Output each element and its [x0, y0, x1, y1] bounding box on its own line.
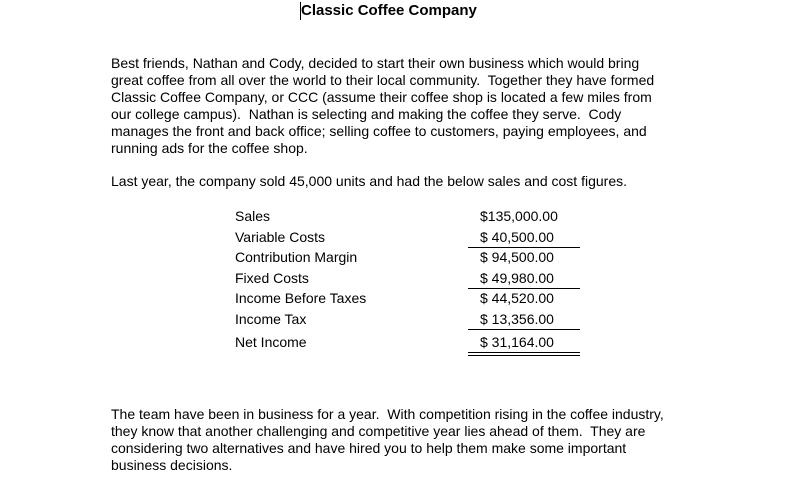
row-value: $ 94,500.00 — [480, 249, 554, 265]
row-variable-costs — [235, 229, 580, 250]
closing-line: The team have been in business for a year. With competition rising in the coffee industry, — [111, 406, 664, 422]
intro-line: Best friends, Nathan and Cody, decided to start their own business which would bring — [111, 55, 640, 71]
double-underline — [468, 352, 580, 356]
row-label: Net Income — [235, 334, 307, 350]
row-value: $135,000.00 — [480, 208, 558, 224]
single-underline — [468, 247, 580, 248]
row-value: $ 44,520.00 — [480, 290, 554, 306]
row-label: Income Before Taxes — [235, 290, 367, 306]
row-value: $ 13,356.00 — [480, 310, 554, 327]
intro-line: our college campus). Nathan is selecting and making the coffee they serve. Cody — [111, 106, 622, 122]
row-label: Income Tax — [235, 310, 307, 327]
closing-paragraph — [111, 406, 711, 474]
row-value: $ 31,164.00 — [480, 334, 554, 350]
intro-line: running ads for the coffee shop. — [111, 140, 308, 156]
closing-line: they know that another challenging and competitive year lies ahead of them. They are — [111, 423, 646, 439]
row-label: Sales — [235, 208, 271, 224]
intro-paragraph — [111, 55, 711, 157]
row-fixed-costs — [235, 270, 580, 291]
intro-line: manages the front and back office; selling coffee to customers, paying employees, and — [111, 123, 647, 139]
sales-paragraph — [111, 173, 711, 190]
row-value: $ 49,980.00 — [480, 269, 554, 286]
row-value: $ 40,500.00 — [480, 228, 554, 245]
closing-line: considering two alternatives and have hired you to help them make some important — [111, 440, 627, 456]
row-label: Variable Costs — [235, 228, 326, 245]
financial-statement — [235, 208, 580, 357]
row-sales — [235, 208, 580, 229]
row-contribution-margin — [235, 249, 580, 270]
closing-line: business decisions. — [111, 457, 233, 473]
row-income-tax — [235, 311, 580, 332]
single-underline — [468, 288, 580, 289]
single-underline — [468, 329, 580, 330]
intro-line: great coffee from all over the world to their local community. Together they have formed — [111, 72, 655, 88]
row-net-income — [235, 331, 580, 357]
row-label: Contribution Margin — [235, 249, 358, 265]
row-income-before-taxes — [235, 290, 580, 311]
sales-sentence: Last year, the company sold 45,000 units and had the below sales and cost figures. — [111, 173, 627, 189]
row-label: Fixed Costs — [235, 269, 309, 286]
intro-line: Classic Coffee Company, or CCC (assume their coffee shop is located a few miles from — [111, 89, 652, 105]
document-title: Classic Coffee Company — [301, 2, 477, 19]
